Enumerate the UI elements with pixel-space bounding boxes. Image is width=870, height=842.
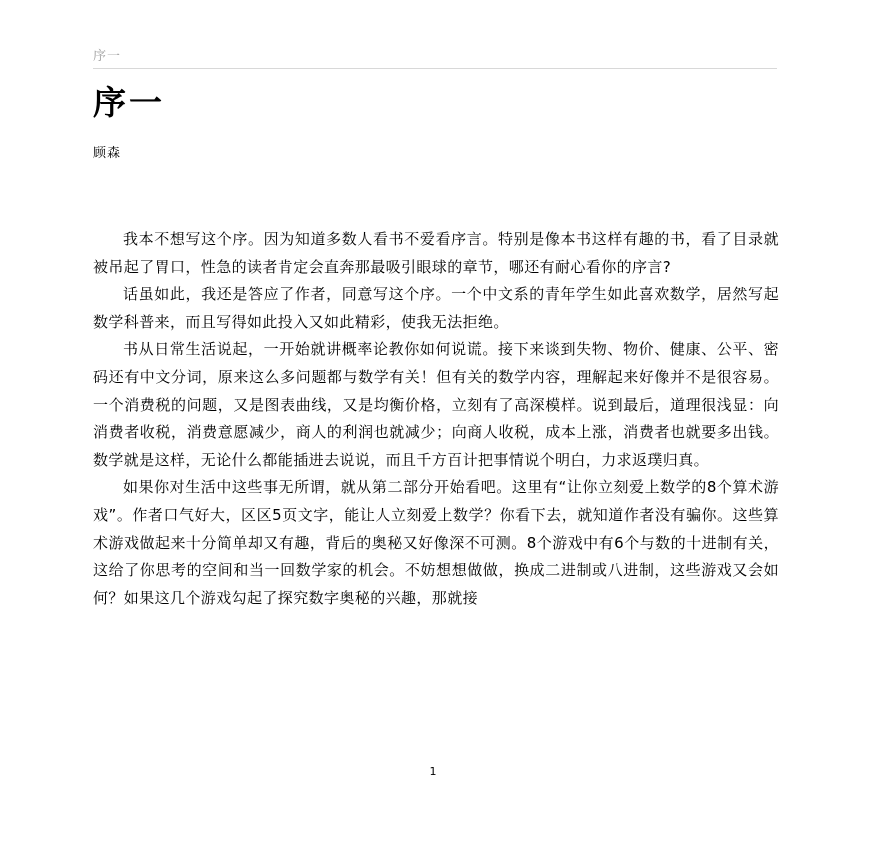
page-number: 1 [429,765,437,778]
running-header: 序一 [93,49,122,64]
body-text [93,226,779,612]
paragraph: 我本不想写这个序。因为知道多数人看书不爱看序言。特别是像本书这样有趣的书，看了目录就被吊起了胃口，性急的读者肯定会直奔那最吸引眼球的章节，哪还有耐心看你的序言? [93,230,779,276]
author-name: 顾森 [93,146,122,161]
paragraph: 如果你对生活中这些事无所谓，就从第二部分开始看吧。这里有“让你立刻爱上数学的8个算术游戏”。作者口气好大，区区5页文字，能让人立刻爱上数学？你看下去，就知道作者没有骗你。这些算术游戏做起来十分简单却又有趣，背后的奥秘又好像深不可测。8个游戏中有6个与数的十进制有关，这给了你思考的空间和当一回数学家的机会。不妨想想做做，换成二进制或八进制，这些游戏又会如何？如果这几个游戏勾起了探究数字奥秘的兴趣，那就接 [93,478,779,607]
paragraph: 书从日常生活说起，一开始就讲概率论教你如何说谎。接下来谈到失物、物价、健康、公平、密码还有中文分词，原来这么多问题都与数学有关！但有关的数学内容，理解起来好像并不是很容易。一个消费税的问题，又是图表曲线，又是均衡价格，立刻有了高深模样。说到最后，道理很浅显：向消费者收税，消费意愿减少，商人的利润也就减少；向商人收税，成本上涨，消费者也就要多出钱。数学就是这样，无论什么都能插进去说说，而且千方百计把事情说个明白，力求返璞归真。 [93,340,779,469]
header-divider [93,68,777,69]
chapter-title: 序一 [93,83,165,122]
paragraph: 话虽如此，我还是答应了作者，同意写这个序。一个中文系的青年学生如此喜欢数学，居然写起数学科普来，而且写得如此投入又如此精彩，使我无法拒绝。 [93,285,779,331]
